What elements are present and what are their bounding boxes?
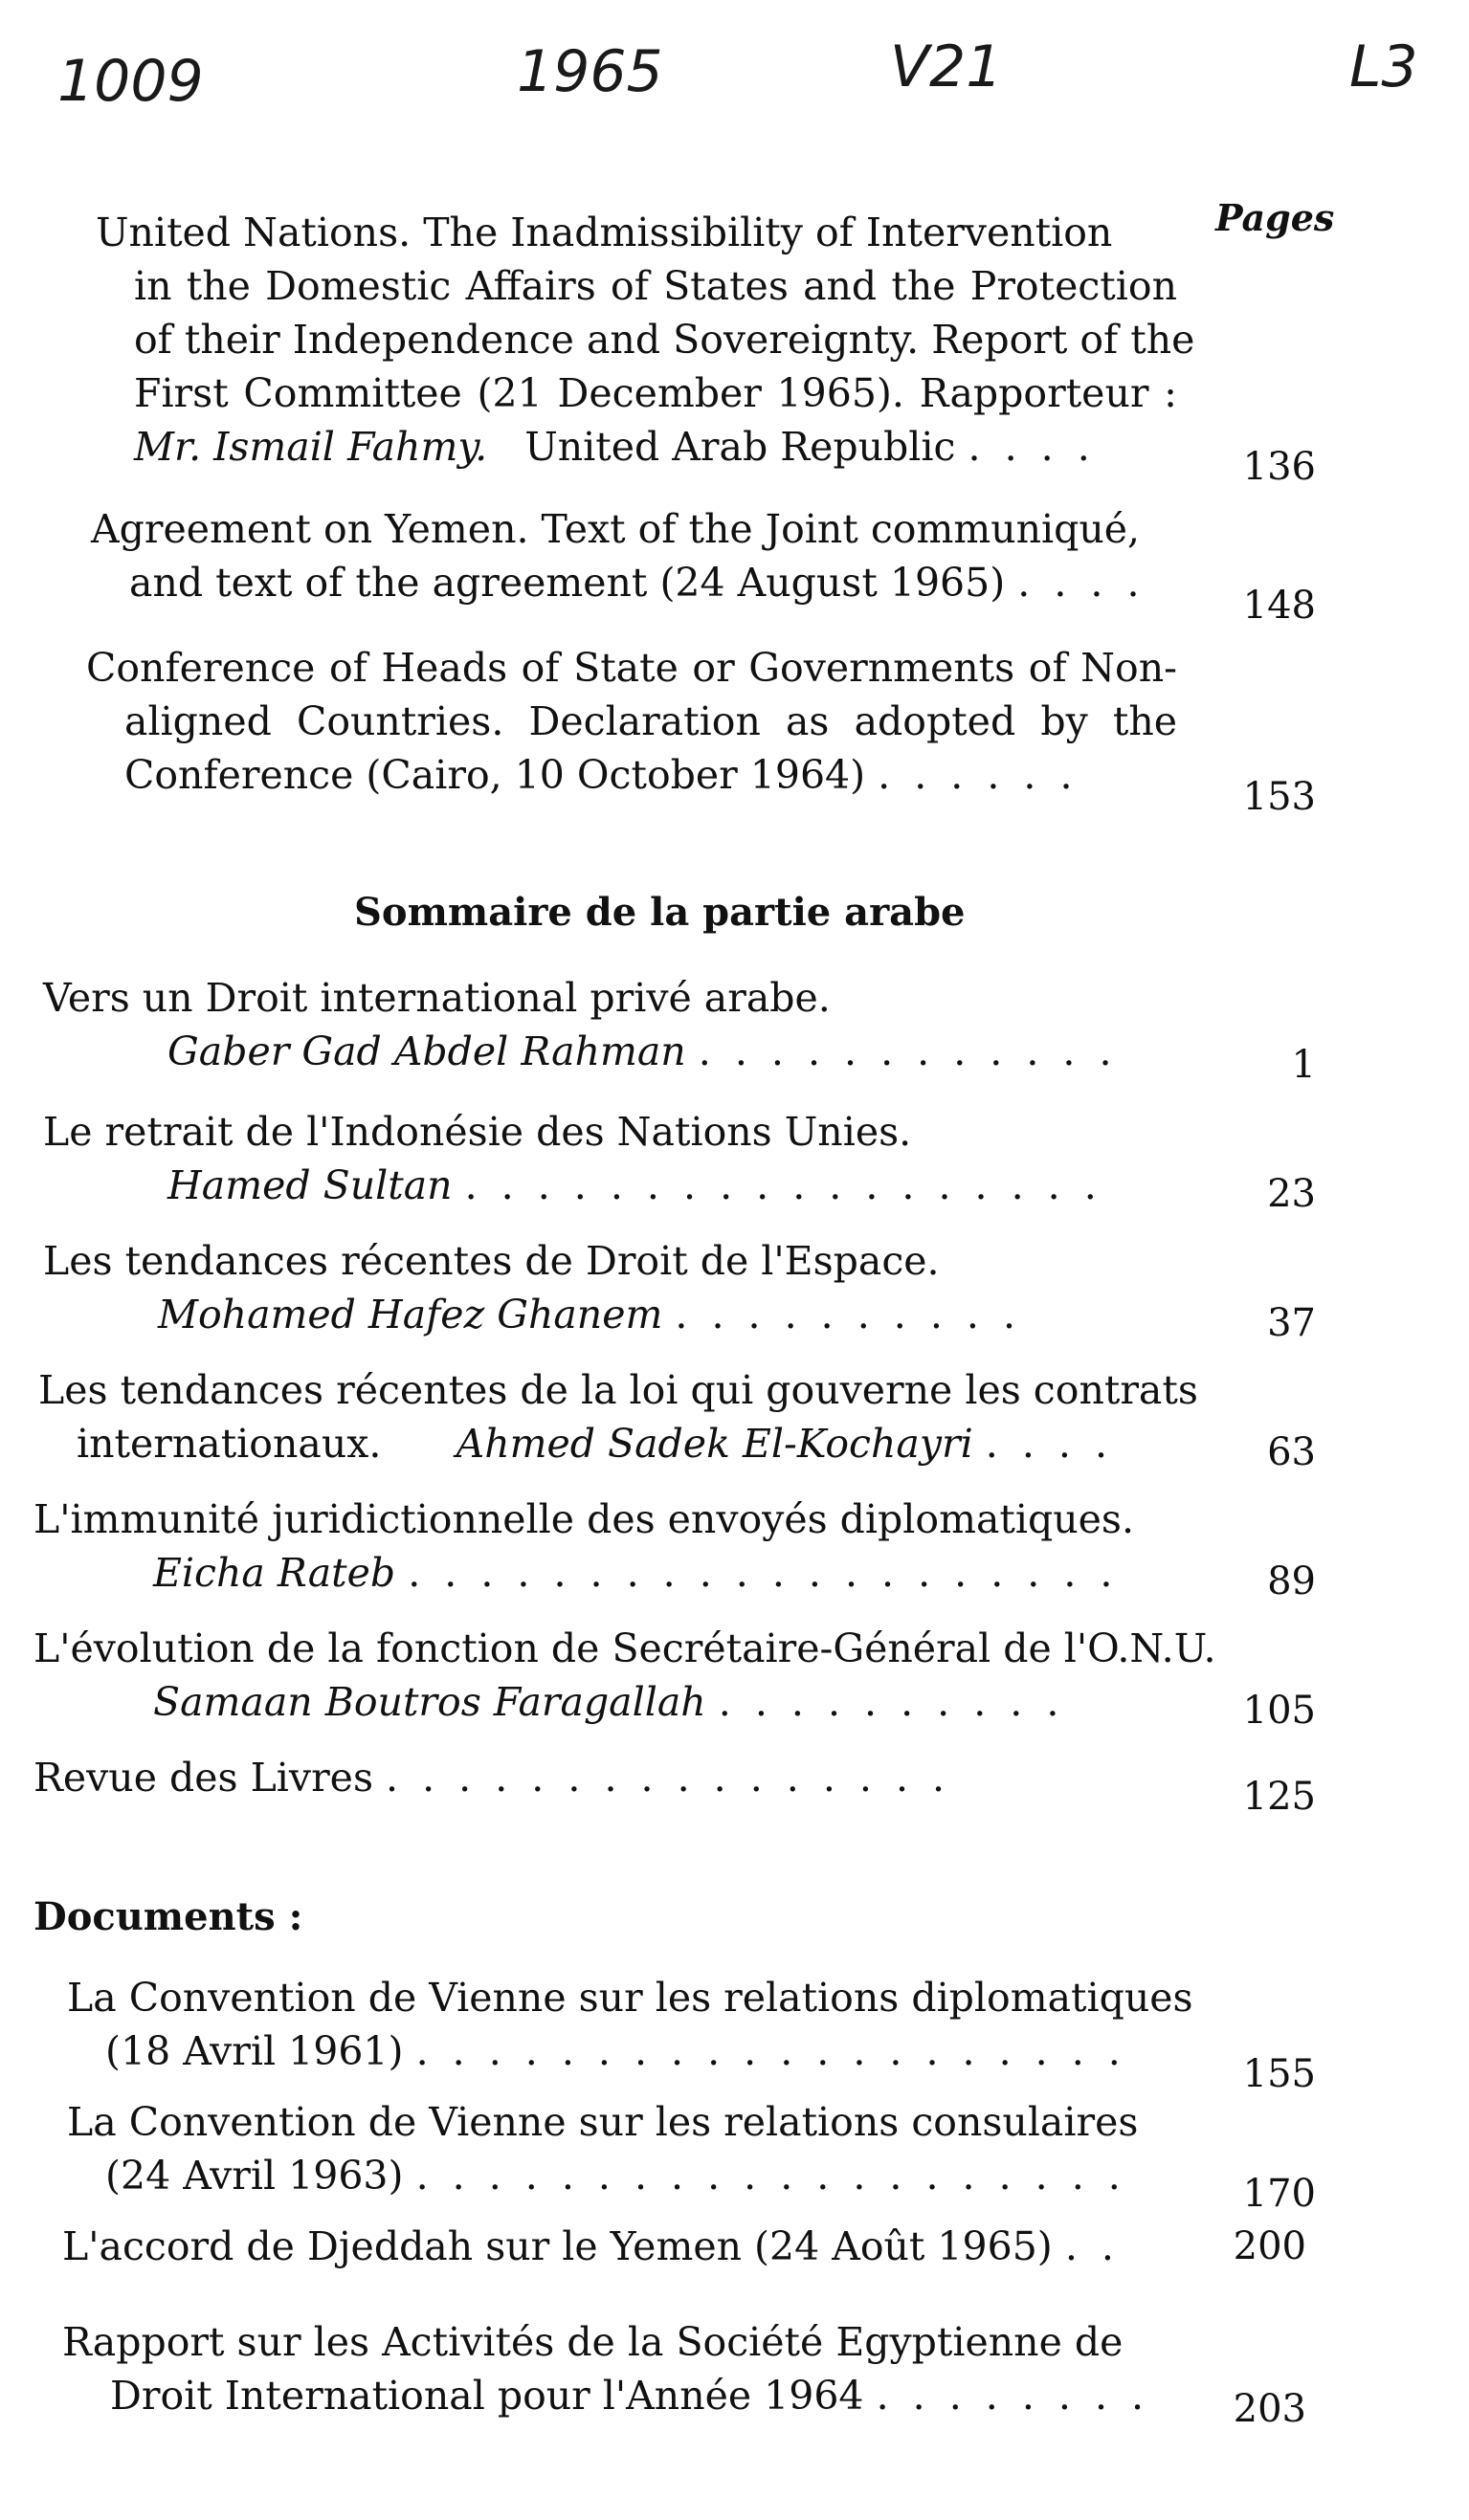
entry-title-tail: Droit International pour l'Année 1964 xyxy=(110,2373,864,2419)
entry-title-tail: United Arab Republic xyxy=(524,424,956,470)
section-heading: Documents : xyxy=(33,1894,303,1939)
toc-entry xyxy=(43,971,1172,1078)
entry-title-line: L'immunité juridictionnelle des envoyés diplomatiques. xyxy=(33,1496,1134,1542)
entry-title-tail: and text of the agreement (24 August 1965) xyxy=(129,560,1006,606)
entry-title-tail: L'accord de Djeddah sur le Yemen (24 Août 1965) xyxy=(62,2223,1053,2269)
toc-entry xyxy=(67,2095,1172,2202)
entry-author: Ahmed Sadek El-Kochayri xyxy=(456,1421,973,1467)
toc-entry xyxy=(96,206,1195,474)
leader-dots: . . . . xyxy=(1017,560,1146,606)
page-number: 203 xyxy=(1233,2387,1306,2431)
page-number: 89 xyxy=(1267,1559,1316,1603)
leader-dots: . . . . . . . . . . . . . . . . xyxy=(386,1755,951,1801)
leader-dots: . . . . . . . . . . . . . . . . . . xyxy=(464,1162,1102,1208)
entry-title-line: La Convention de Vienne sur les relations consulaires xyxy=(67,2099,1139,2145)
leader-dots: . . . . xyxy=(968,424,1096,470)
toc-entry xyxy=(38,1363,1206,1470)
toc-entry xyxy=(33,1492,1172,1600)
entry-title-line: Le retrait de l'Indonésie des Nations Unies. xyxy=(43,1109,912,1155)
entry-author: Mohamed Hafez Ghanem xyxy=(158,1292,663,1337)
leader-dots: . . . . . . . . . . xyxy=(718,1679,1065,1725)
leader-dots: . . . . . . . . . . . . . . . . . . . . xyxy=(415,2028,1126,2074)
entry-title-line: of their Independence and Sovereignty. Report of the xyxy=(134,317,1195,363)
entry-title-line: aligned Countries. Declaration as adopted by the xyxy=(124,698,1177,744)
page-number: 148 xyxy=(1242,584,1316,628)
leader-dots: . . xyxy=(1064,2223,1120,2269)
entry-title-line: United Nations. The Inadmissibility of Intervention xyxy=(96,210,1113,255)
entry-title-line: in the Domestic Affairs of States and the Protection xyxy=(134,263,1177,309)
toc-entry xyxy=(86,641,1177,802)
page-number: 125 xyxy=(1242,1775,1316,1819)
leader-dots: . . . . . . . . xyxy=(876,2373,1150,2419)
entry-title-line: First Committee (21 December 1965). Rapporteur : xyxy=(134,370,1177,416)
handwritten-note-1: 1009 xyxy=(57,48,204,115)
entry-title-line: Agreement on Yemen. Text of the Joint communiqué, xyxy=(91,506,1141,552)
leader-dots: . . . . . . . . . . . . . . . . . . . . xyxy=(415,2153,1126,2199)
entry-author: Eicha Rateb xyxy=(153,1550,396,1596)
page-number: 170 xyxy=(1242,2172,1316,2216)
pages-column-label: Pages xyxy=(1215,196,1335,239)
entry-title-line: Les tendances récentes de Droit de l'Espace. xyxy=(43,1238,940,1284)
page-number: 37 xyxy=(1267,1301,1316,1345)
entry-title-line: Vers un Droit international privé arabe. xyxy=(43,975,831,1021)
page-number: 153 xyxy=(1242,775,1316,819)
entry-author: Mr. Ismail Fahmy. xyxy=(134,424,488,470)
leader-dots: . . . . . . . . . . . . . . . . . . . . xyxy=(408,1550,1119,1596)
entry-title-line: Les tendances récentes de la loi qui gouverne les contrats xyxy=(38,1367,1198,1413)
toc-entry xyxy=(43,1105,1172,1212)
toc-entry xyxy=(43,1234,1172,1341)
entry-title-line: L'évolution de la fonction de Secrétaire-Général de l'O.N.U. xyxy=(33,1625,1216,1671)
toc-entry xyxy=(67,1971,1193,2078)
entry-author: Samaan Boutros Faragallah xyxy=(153,1679,706,1725)
toc-entry xyxy=(62,2220,1172,2273)
page-number: 1 xyxy=(1291,1043,1316,1087)
entry-author: Gaber Gad Abdel Rahman xyxy=(167,1028,686,1074)
handwritten-note-4: L3 xyxy=(1349,33,1418,100)
entry-title-tail: (24 Avril 1963) xyxy=(105,2153,404,2199)
page-number: 136 xyxy=(1242,445,1316,489)
leader-dots: . . . . . . xyxy=(878,752,1079,798)
toc-entry xyxy=(33,1622,1216,1729)
page-number: 155 xyxy=(1242,2052,1316,2096)
entry-title-line: Conference of Heads of State or Governments of Non- xyxy=(86,645,1177,691)
handwritten-note-2: 1965 xyxy=(517,38,663,105)
page-number: 63 xyxy=(1267,1430,1316,1474)
entry-title-tail: (18 Avril 1961) xyxy=(105,2028,404,2074)
entry-title-tail: Conference (Cairo, 10 October 1964) xyxy=(124,752,866,798)
leader-dots: . . . . xyxy=(985,1421,1114,1467)
toc-entry xyxy=(62,2315,1172,2422)
entry-title-line: Rapport sur les Activités de la Société Egyptienne de xyxy=(62,2319,1124,2365)
leader-dots: . . . . . . . . . . . . xyxy=(698,1028,1118,1074)
page-number: 23 xyxy=(1267,1172,1316,1216)
entry-title-line: Revue des Livres xyxy=(33,1755,373,1801)
entry-author: Hamed Sultan xyxy=(167,1162,453,1208)
section-heading: Sommaire de la partie arabe xyxy=(354,890,966,935)
leader-dots: . . . . . . . . . . xyxy=(675,1292,1022,1337)
entry-title-line: La Convention de Vienne sur les relations diplomatiques xyxy=(67,1975,1193,2021)
page-number: 105 xyxy=(1242,1689,1316,1733)
page-number: 200 xyxy=(1233,2224,1306,2268)
toc-entry xyxy=(33,1751,1172,1804)
handwritten-note-3: V21 xyxy=(890,33,1003,100)
toc-entry xyxy=(91,502,1177,609)
entry-title-tail: internationaux. xyxy=(77,1421,382,1467)
